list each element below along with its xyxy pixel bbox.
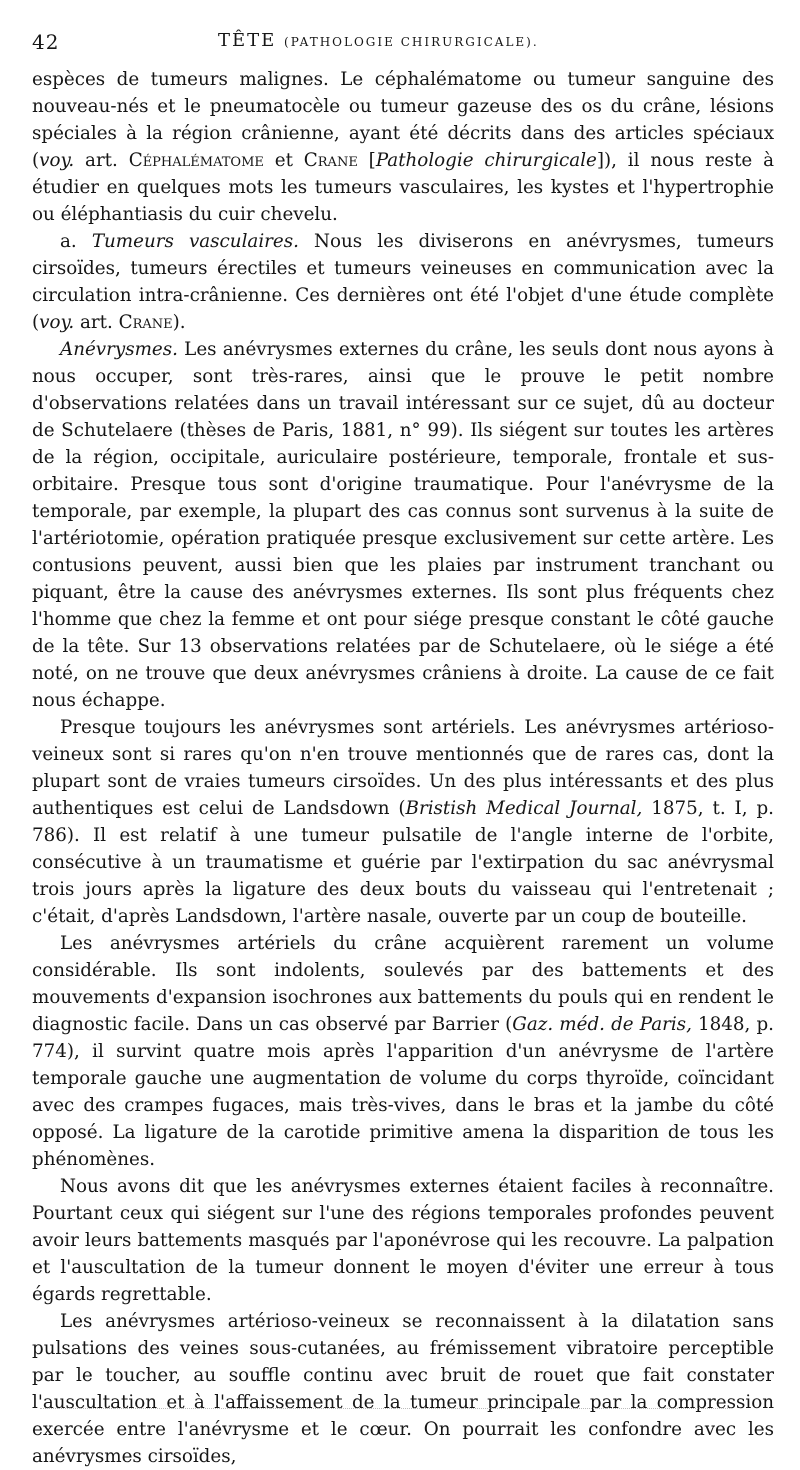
text-run: 1875, t. I, p. 786). Il est relatif à une tumeur pulsatile de l'angle interne de l'orbite, consécutive à un traumatisme et guérie par l'extirpation du sac anévrysmal trois jours après la ligature des deux bouts du vaisseau qui l'entretenait ; c'était, d'après Landsdown, l'artère nasale, ouverte par un coup de bouteille. xyxy=(32,798,774,927)
small-caps-text: Crane xyxy=(118,312,173,333)
text-run: Nous les diviserons en anévrysmes, tumeurs cirsoïdes, tumeurs érectiles et tumeurs veineuses en communication avec la circulation intra-crânienne. Ces dernières ont été l'objet d'une étude complète ( xyxy=(32,231,774,333)
text-run: et xyxy=(263,150,304,171)
running-title-main: TÊTE xyxy=(218,30,277,51)
text-run: espèces de tumeurs malignes. Le céphalématome ou tumeur sanguine des nouveau-nés et le pneumatocèle ou tumeur gazeuse des os du crâne, lésions spéciales à la région crânienne, ayant été décrits dans des articles spéciaux ( xyxy=(32,69,774,171)
text-run: ]), il nous reste à étudier en quelques mots les tumeurs vasculaires, les kystes et l'hypertrophie ou éléphantiasis du cuir chevelu. xyxy=(32,150,774,225)
italic-text: Gaz. méd. de Paris, xyxy=(512,1014,692,1035)
page-header xyxy=(32,30,774,56)
text-run: Les anévrysmes externes du crâne, les seuls dont nous ayons à nous occuper, sont très-rares, ainsi que le prouve le petit nombre d'observations relatées dans un travail intéressant sur ce sujet, dû au docteur de Schutelaere (thèses de Paris, 1881, n° 99). Ils siégent sur toutes les artères de la région, occipitale, auriculaire postérieure, temporale, frontale et sus-orbitaire. Presque tous sont d'origine traumatique. Pour l'anévrysme de la temporale, par exemple, la plupart des cas connus sont survenus à la suite de l'artériotomie, opération pratiquée presque exclusivement sur cette artère. Les contusions peuvent, aussi bien que les plaies par instrument tranchant ou piquant, être la cause des anévrysmes externes. Ils sont plus fréquents chez l'homme que chez la femme et ont pour siége presque constant le côté gauche de la tête. Sur 13 observations relatées par de Schutelaere, où le siége a été noté, on ne trouve que deux anévrysmes crâniens à droite. La cause de ce fait nous échappe. xyxy=(32,339,774,711)
page-number: 42 xyxy=(32,30,60,54)
paragraph-p6 xyxy=(32,1173,774,1308)
text-run: Presque toujours les anévrysmes sont artériels. Les anévrysmes artérioso-veineux sont si rares qu'on n'en trouve mentionnés que de rares cas, dont la plupart sont de vraies tumeurs cirsoïdes. Un des plus intéressants et des plus authentiques est celui de Landsdown ( xyxy=(32,717,774,819)
running-title-subtitle: (PATHOLOGIE CHIRURGICALE). xyxy=(284,35,539,49)
paragraph-p1 xyxy=(32,66,774,228)
paragraph-p5 xyxy=(32,930,774,1173)
text-run: Nous avons dit que les anévrysmes externes étaient faciles à reconnaître. Pourtant ceux qui siégent sur l'une des régions temporales profondes peuvent avoir leurs battements masqués par l'aponévrose qui les recouvre. La palpation et l'auscultation de la tumeur donnent le moyen d'éviter une erreur à tous égards regrettable. xyxy=(32,1176,774,1305)
running-title xyxy=(218,30,539,51)
small-caps-text: Céphalématome xyxy=(128,150,264,171)
text-run: Les anévrysmes artérioso-veineux se reconnaissent à la dilatation sans pulsations des veines sous-cutanées, au frémissement vibratoire perceptible par le toucher, au souffle continu avec bruit de rouet que fait constater l'auscultation et à l'affaissement de la tumeur principale par la compression exercée entre l'anévrysme et le cœur. On pourrait les confondre avec les anévrysmes cirsoïdes, xyxy=(32,1311,774,1467)
text-run: a. xyxy=(60,231,92,252)
text-run: ). xyxy=(172,312,186,333)
footer-rule xyxy=(40,1408,730,1411)
document-page xyxy=(32,30,774,1470)
text-run: art. xyxy=(74,312,119,333)
body-text xyxy=(32,66,774,1470)
italic-text: Anévrysmes. xyxy=(60,339,178,360)
text-run: Les anévrysmes artériels du crâne acquièrent rarement un volume considérable. Ils sont indolents, soulevés par des battements et des mouvements d'expansion isochrones aux battements du pouls qui en rendent le diagnostic facile. Dans un cas observé par Barrier ( xyxy=(32,933,774,1035)
paragraph-p2 xyxy=(32,228,774,336)
italic-text: voy. xyxy=(39,312,75,333)
text-run: 1848, p. 774), il survint quatre mois après l'apparition d'un anévrysme de l'artère temporale gauche une augmentation de volume du corps thyroïde, coïncidant avec des crampes fugaces, mais très-vives, dans le bras et la jambe du côté opposé. La ligature de la carotide primitive amena la disparition de tous les phénomènes. xyxy=(32,1014,774,1170)
italic-text: Bristish Medical Journal, xyxy=(405,798,643,819)
italic-text: voy. xyxy=(39,150,75,171)
italic-text: Tumeurs vasculaires. xyxy=(91,231,299,252)
text-run: [ xyxy=(357,150,376,171)
italic-text: Pathologie chirurgicale xyxy=(375,150,597,171)
paragraph-p3 xyxy=(32,336,774,714)
paragraph-p4 xyxy=(32,714,774,930)
paragraph-p7 xyxy=(32,1308,774,1470)
small-caps-text: Crane xyxy=(303,150,358,171)
text-run: art. xyxy=(74,150,129,171)
